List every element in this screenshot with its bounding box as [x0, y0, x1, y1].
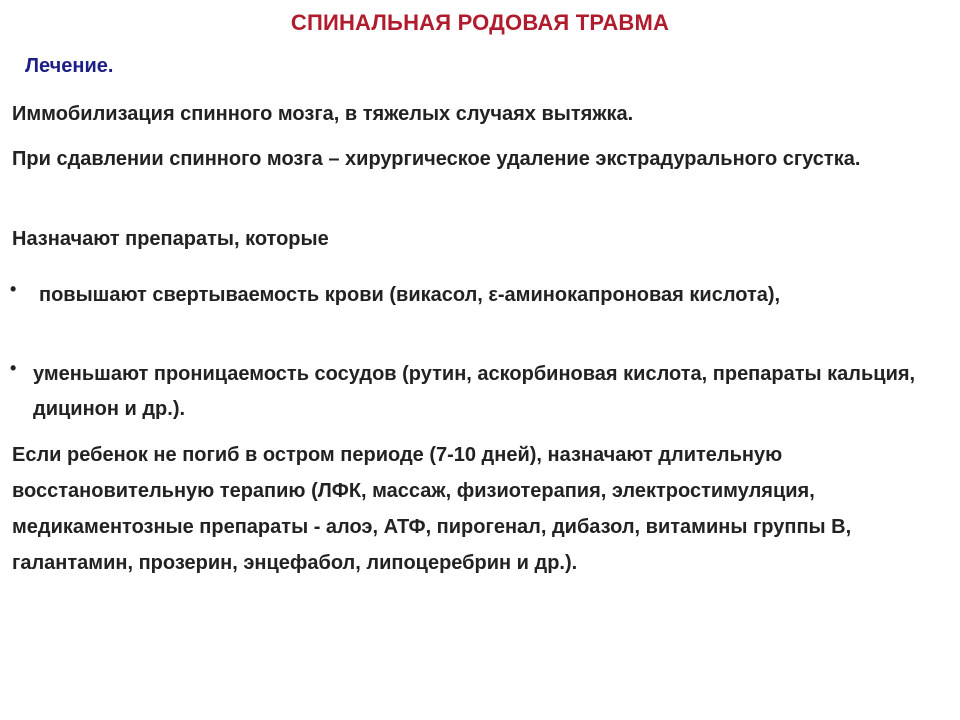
- bullet-item-coagulation: [10, 278, 935, 313]
- paragraph-immobilization: Иммобилизация спинного мозга, в тяжелых случаях вытяжка.: [12, 103, 634, 125]
- bullet-icon: •: [10, 358, 17, 378]
- bullet-text: повышают свертываемость крови (викасол, ε-аминокапроновая кислота),: [39, 284, 781, 306]
- bullet-text: уменьшают проницаемость сосудов (рутин, аскорбиновая кислота, препараты кальция, дицинон и др.).: [33, 363, 916, 420]
- paragraph-drugs-intro: Назначают препараты, которые: [12, 228, 329, 250]
- paragraph-surgery: При сдавлении спинного мозга – хирургическое удаление экстрадурального сгустка.: [12, 148, 861, 170]
- section-subtitle: Лечение.: [25, 55, 114, 77]
- bullet-icon: •: [10, 279, 17, 299]
- slide-title: СПИНАЛЬНАЯ РОДОВАЯ ТРАВМА: [290, 10, 670, 35]
- paragraph-rehabilitation: Если ребенок не погиб в остром периоде (7-10 дней), назначают длительную восстановительную терапию (ЛФК, массаж, физиотерапия, электростимуляция, медикаментозные препараты - алоэ, АТФ, пирогенал, дибазол, витамины группы В, галантамин, прозерин, энцефабол, липоцеребрин и др.).: [12, 444, 852, 574]
- bullet-item-vessels: [10, 357, 935, 427]
